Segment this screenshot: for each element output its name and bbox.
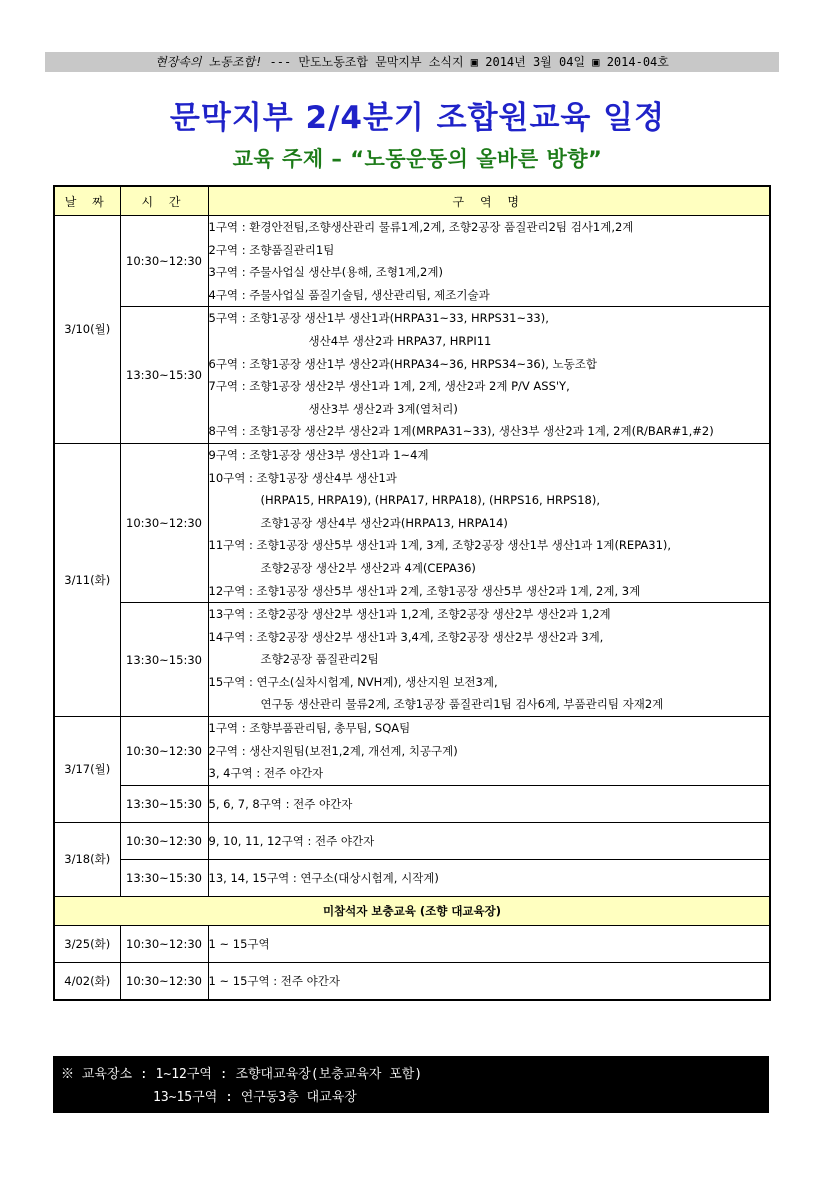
- area-line: 13구역 : 조향2공장 생산2부 생산1과 1,2계, 조향2공장 생산2부 생산2과 1,2계: [208, 607, 611, 622]
- area-line: (HRPA15, HRPA19), (HRPA17, HRPA18), (HRPS16, HRPS18),: [260, 493, 600, 508]
- table-row: [54, 962, 770, 1000]
- area-line: 조향2공장 품질관리2팀: [260, 652, 379, 667]
- time-cell: 10:30~12:30: [120, 925, 208, 962]
- footer-line-1: ※ 교육장소 : 1~12구역 : 조향대교육장(보충교육자 포함): [61, 1067, 423, 1082]
- time-cell: 13:30~15:30: [120, 307, 208, 444]
- time-cell: 13:30~15:30: [120, 785, 208, 822]
- makeup-title: 미참석자 보충교육 (조향 대교육장): [54, 896, 770, 925]
- area-line: 조향1공장 생산4부 생산2과(HRPA13, HRPA14): [260, 515, 508, 530]
- time-cell: 10:30~12:30: [120, 216, 208, 307]
- area-cell: 9, 10, 11, 12구역 : 전주 야간자: [208, 822, 770, 859]
- time-cell: 10:30~12:30: [120, 962, 208, 1000]
- date-cell: 3/17(월): [54, 717, 120, 823]
- area-line: 3구역 : 주물사업실 생산부(용해, 조형1계,2계): [208, 265, 443, 280]
- area-cell: 13, 14, 15구역 : 연구소(대상시험계, 시작계): [208, 859, 770, 896]
- area-line: 14구역 : 조향2공장 생산2부 생산1과 3,4계, 조향2공장 생산2부 생산2과 3계,: [208, 629, 604, 644]
- schedule-table: [53, 185, 771, 1001]
- table-row: [54, 859, 770, 896]
- date-cell: 3/25(화): [54, 925, 120, 962]
- area-line: 생산3부 생산2과 3계(열처리): [308, 401, 458, 416]
- header-date: 날 짜: [54, 186, 120, 216]
- time-cell: 13:30~15:30: [120, 603, 208, 717]
- date-cell: 3/18(화): [54, 822, 120, 896]
- area-cell: [208, 307, 770, 444]
- table-row: [54, 307, 770, 444]
- date-cell: 4/02(화): [54, 962, 120, 1000]
- table-row: [54, 717, 770, 786]
- time-cell: 13:30~15:30: [120, 859, 208, 896]
- area-line: 2구역 : 조향품질관리1팀: [208, 242, 335, 257]
- area-line: 10구역 : 조향1공장 생산4부 생산1과: [208, 470, 397, 485]
- area-line: 2구역 : 생산지원팀(보전1,2계, 개선계, 치공구계): [208, 743, 458, 758]
- header-info: --- 만도노동조합 문막지부 소식지 ▣ 2014년 3월 04일 ▣ 2014-04호: [262, 55, 669, 69]
- date-cell: 3/10(월): [54, 216, 120, 444]
- table-header-row: [54, 186, 770, 216]
- area-line: 12구역 : 조향1공장 생산5부 생산1과 2계, 조향1공장 생산5부 생산2과 1계, 2계, 3계: [208, 583, 641, 598]
- area-cell: [208, 603, 770, 717]
- area-line: 8구역 : 조향1공장 생산2부 생산2과 1계(MRPA31~33), 생산3부 생산2과 1계, 2계(R/BAR#1,#2): [208, 424, 714, 439]
- area-line: 1구역 : 환경안전팀,조향생산관리 물류1계,2계, 조향2공장 품질관리2팀 검사1계,2계: [208, 220, 634, 234]
- area-line: 11구역 : 조향1공장 생산5부 생산1과 1계, 3계, 조향2공장 생산1부 생산1과 1계(REPA31),: [208, 538, 672, 553]
- table-row: [54, 925, 770, 962]
- area-line: 6구역 : 조향1공장 생산1부 생산2과(HRPA34~36, HRPS34~36), 노동조합: [208, 356, 597, 371]
- footer-line-2: 13~15구역 : 연구동3층 대교육장: [153, 1090, 357, 1105]
- table-row: [54, 603, 770, 717]
- time-cell: 10:30~12:30: [120, 717, 208, 786]
- area-cell: [208, 443, 770, 602]
- area-cell: [208, 216, 770, 307]
- area-cell: [208, 717, 770, 786]
- area-line: 조향2공장 생산2부 생산2과 4계(CEPA36): [260, 560, 476, 575]
- area-line: 생산4부 생산2과 HRPA37, HRPI11: [308, 333, 492, 348]
- date-cell: 3/11(화): [54, 443, 120, 716]
- newsletter-header-bar: [45, 52, 779, 72]
- page-subtitle: 교육 주제 – “노동운동의 올바른 방향”: [232, 147, 603, 171]
- area-line: 5구역 : 조향1공장 생산1부 생산1과(HRPA31~33, HRPS31~33),: [208, 311, 549, 326]
- area-line: 3, 4구역 : 전주 야간자: [208, 766, 324, 781]
- area-line: 7구역 : 조향1공장 생산2부 생산1과 1계, 2계, 생산2과 2계 P/V ASS'Y,: [208, 379, 570, 394]
- table-row: [54, 216, 770, 307]
- header-slogan: 현장속의 노동조합!: [155, 55, 263, 69]
- area-cell: 5, 6, 7, 8구역 : 전주 야간자: [208, 785, 770, 822]
- location-footer: [53, 1056, 769, 1113]
- area-cell: 1 ~ 15구역 : 전주 야간자: [208, 962, 770, 1000]
- area-line: 9구역 : 조향1공장 생산3부 생산1과 1~4계: [208, 447, 429, 462]
- area-cell: 1 ~ 15구역: [208, 925, 770, 962]
- table-row: [54, 822, 770, 859]
- makeup-header-row: [54, 896, 770, 925]
- table-row: [54, 785, 770, 822]
- header-time: 시 간: [120, 186, 208, 216]
- area-line: 연구동 생산관리 물류2계, 조향1공장 품질관리1팀 검사6계, 부품관리팀 자재2계: [260, 697, 664, 712]
- page-title: 문막지부 2/4분기 조합원교육 일정: [169, 100, 666, 136]
- header-area: 구 역 명: [208, 186, 770, 216]
- area-line: 4구역 : 주물사업실 품질기술팀, 생산관리팀, 제조기술과: [208, 287, 490, 302]
- area-line: 1구역 : 조향부품관리팀, 총무팀, SQA팀: [208, 721, 411, 736]
- time-cell: 10:30~12:30: [120, 822, 208, 859]
- time-cell: 10:30~12:30: [120, 443, 208, 602]
- area-line: 15구역 : 연구소(실차시험계, NVH계), 생산지원 보전3계,: [208, 674, 498, 689]
- table-row: [54, 443, 770, 602]
